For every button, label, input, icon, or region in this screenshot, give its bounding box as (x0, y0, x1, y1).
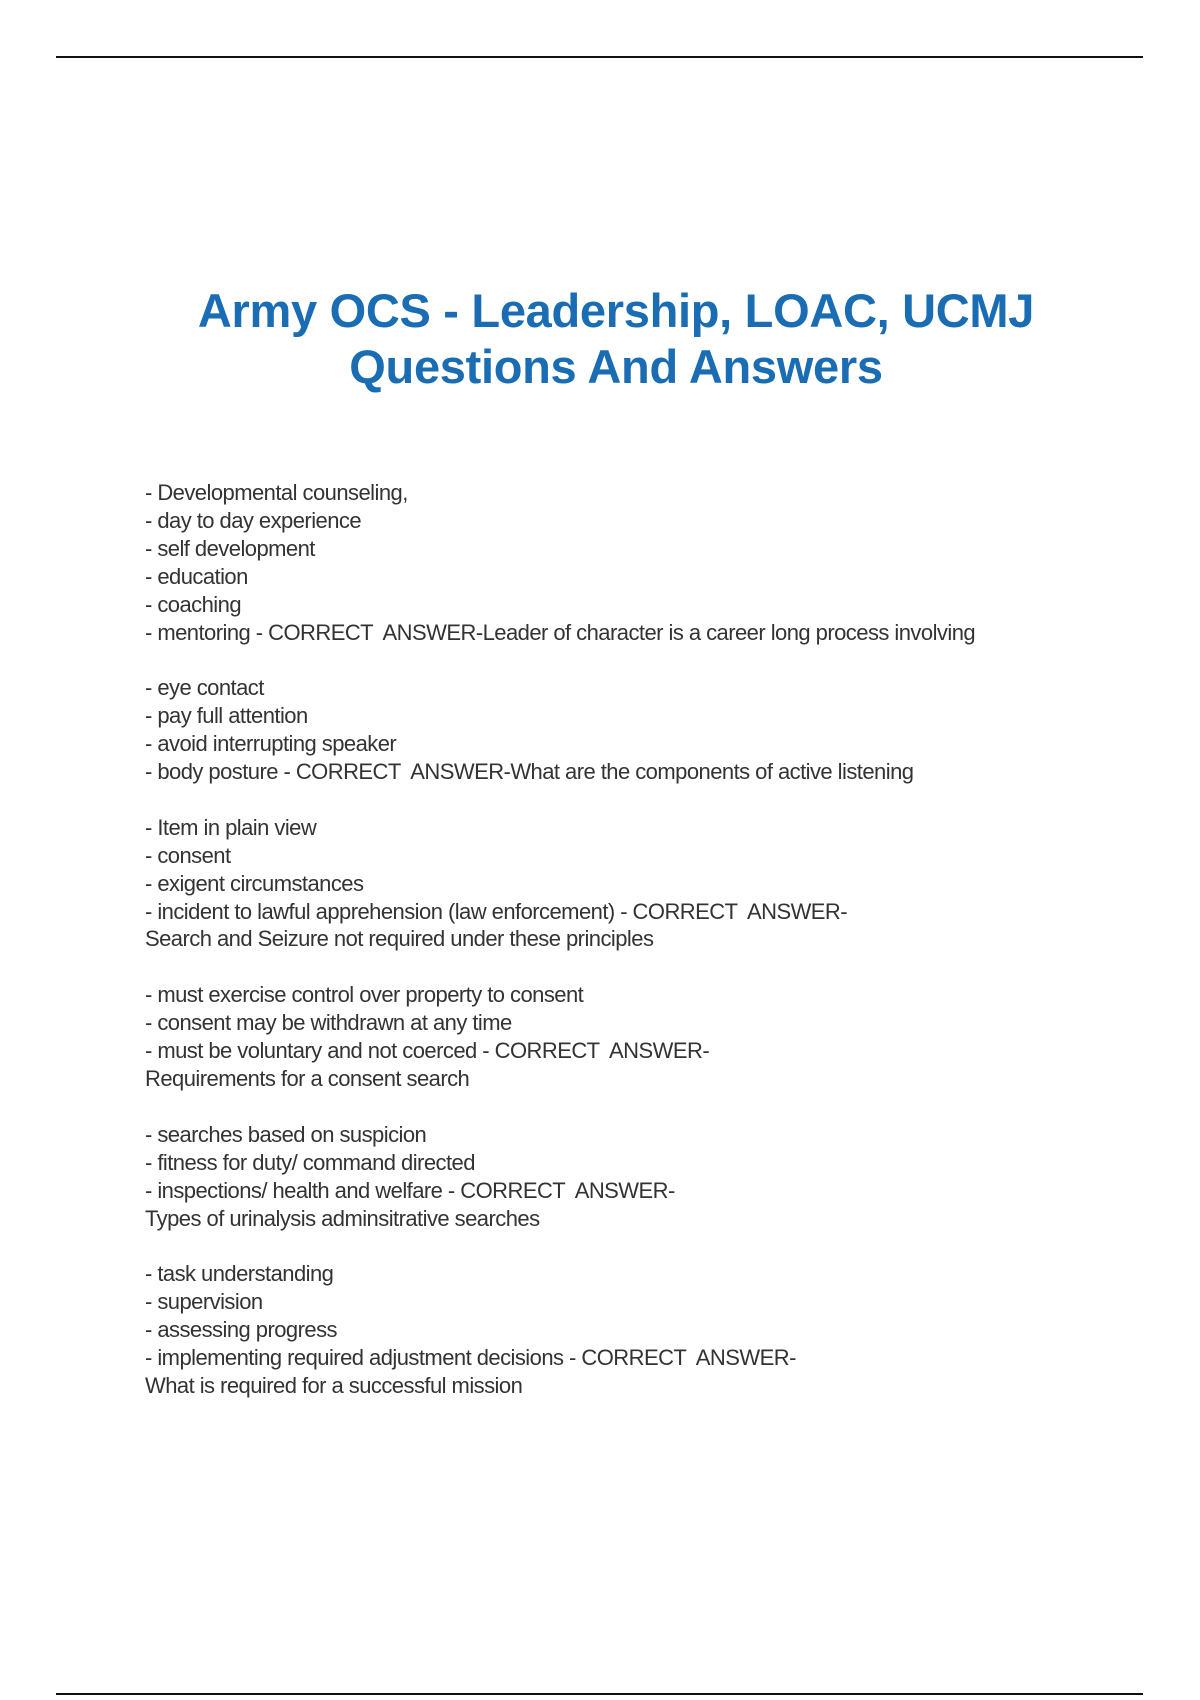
qa-line: - exigent circumstances (145, 870, 364, 896)
qa-line: Types of urinalysis adminsitrative searches (145, 1205, 540, 1231)
qa-line: - Item in plain view (145, 814, 317, 840)
qa-line: - Developmental counseling, (145, 480, 408, 505)
qa-block (145, 981, 1145, 1093)
qa-line: - supervision (145, 1289, 263, 1315)
qa-line: - body posture - CORRECT ANSWER-What are the components of active listening (145, 759, 914, 785)
qa-line: - fitness for duty/ command directed (145, 1149, 475, 1175)
qa-line: - must exercise control over property to consent (145, 982, 584, 1008)
qa-line: - searches based on suspicion (145, 1121, 427, 1147)
qa-line: - consent may be withdrawn at any time (145, 1010, 512, 1036)
qa-block (145, 814, 1145, 954)
qa-line: - eye contact (145, 675, 264, 701)
qa-line: - self development (145, 535, 315, 561)
footer-rule (56, 1693, 1143, 1695)
qa-line: - task understanding (145, 1261, 334, 1287)
qa-line: - avoid interrupting speaker (145, 731, 397, 757)
qa-line: - must be voluntary and not coerced - CORRECT ANSWER- (145, 1038, 710, 1064)
qa-block (145, 1260, 1145, 1400)
qa-line: - incident to lawful apprehension (law enforcement) - CORRECT ANSWER- (145, 898, 848, 924)
document-title (0, 283, 1200, 395)
qa-line: - education (145, 563, 248, 589)
qa-line: Requirements for a consent search (145, 1065, 470, 1091)
qa-line: What is required for a successful mission (145, 1372, 523, 1398)
header-rule (56, 56, 1143, 58)
qa-line: - day to day experience (145, 507, 362, 533)
qa-content (145, 479, 1145, 1428)
qa-line: - implementing required adjustment decisions - CORRECT ANSWER- (145, 1345, 796, 1371)
qa-line: Search and Seizure not required under these principles (145, 926, 654, 952)
title-line-2: Questions And Answers (349, 340, 883, 393)
qa-line: - pay full attention (145, 703, 308, 729)
qa-block (145, 1121, 1145, 1233)
qa-line: - mentoring - CORRECT ANSWER-Leader of character is a career long process involving (145, 619, 976, 645)
qa-block (145, 479, 1145, 646)
qa-line: - coaching (145, 591, 242, 617)
qa-line: - inspections/ health and welfare - CORRECT ANSWER- (145, 1177, 675, 1203)
qa-line: - assessing progress (145, 1317, 337, 1343)
title-line-1: Army OCS - Leadership, LOAC, UCMJ (197, 284, 1035, 337)
qa-block (145, 674, 1145, 786)
qa-line: - consent (145, 842, 231, 868)
